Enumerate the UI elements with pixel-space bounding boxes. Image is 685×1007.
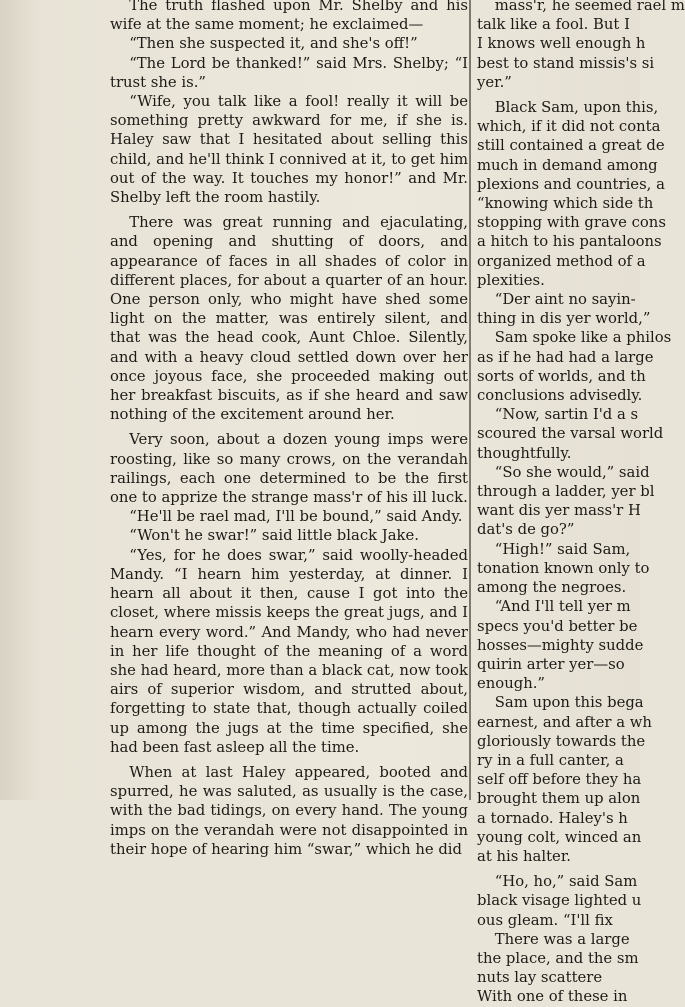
text-line: plexities. xyxy=(477,271,545,289)
text-line: a hitch to his pantaloons xyxy=(477,233,662,251)
left-column xyxy=(110,0,468,858)
text-line: self off before they ha xyxy=(477,771,642,789)
paragraph: “Won't he swar!” said little black Jake. xyxy=(129,527,419,545)
text-line: young colt, winced an xyxy=(477,828,642,846)
paragraph xyxy=(477,463,655,540)
text-line: still contained a great de xyxy=(477,137,665,155)
paragraph xyxy=(477,930,652,1007)
paragraph: “Yes, for he does swar,” said woolly-headed Mandy. “I hearn him yesterday, at dinner. I hearn all about it then, cause I got into the closet, where missis keeps the great jugs, and I hearn every word.” And Mandy, who had never in her life thought of the meaning of a word she had heard, more than a black cat, now took airs of superior wisdom, and strutted about, forgetting to state that, though actually coiled up among the jugs at the time specified, she had been fast asleep all the time. xyxy=(110,546,468,756)
text-line: earnest, and after a wh xyxy=(477,713,652,731)
paragraph: “He'll be rael mad, I'll be bound,” said Andy. xyxy=(129,508,463,526)
text-line: “knowing which side th xyxy=(477,195,654,213)
text-line: “So she would,” said xyxy=(494,463,650,481)
text-line: as if he had had a large xyxy=(477,348,654,366)
paragraph xyxy=(477,597,652,693)
text-line: With one of these in xyxy=(477,988,628,1006)
text-line: scoured the varsal world xyxy=(477,425,664,443)
paragraph xyxy=(477,540,652,598)
text-line: best to stand missis's si xyxy=(477,54,655,72)
text-line: quirin arter yer—so xyxy=(477,655,625,673)
text-line: through a ladder, yer bl xyxy=(477,483,655,501)
text-line: specs you'd better be xyxy=(477,617,638,635)
text-line: hosses—mighty sudde xyxy=(477,636,644,654)
paragraph: “Then she suspected it, and she's off!” xyxy=(129,35,418,53)
text-line: There was a large xyxy=(494,930,630,948)
text-line: ry in a full canter, a xyxy=(477,751,624,769)
text-line: gloriously towards the xyxy=(477,732,646,750)
text-line: nuts lay scattere xyxy=(477,969,603,987)
text-line: organized method of a xyxy=(477,252,646,270)
paragraph xyxy=(477,98,666,290)
text-line: I knows well enough h xyxy=(477,35,646,53)
column-rule xyxy=(469,0,471,800)
text-line: talk like a fool. But I xyxy=(477,16,630,34)
text-line: yer.” xyxy=(477,73,512,91)
paragraph xyxy=(477,328,672,405)
text-line: among the negroes. xyxy=(477,579,627,597)
paragraph: “The Lord be thanked!” said Mrs. Shelby; “I trust she is.” xyxy=(110,54,468,91)
paragraph: Very soon, about a dozen young imps were roosting, like so many crows, on the verandah railings, each one determined to be the first one to apprize the strange mass'r of his ill luck. xyxy=(110,431,468,507)
paragraph xyxy=(477,693,652,866)
text-line: a tornado. Haley's h xyxy=(477,809,628,827)
paragraph xyxy=(477,872,652,930)
text-line: want dis yer mass'r H xyxy=(477,502,641,520)
text-line: Black Sam, upon this, xyxy=(494,99,659,117)
text-line: at his halter. xyxy=(477,847,571,865)
text-line: the place, and the sm xyxy=(477,949,639,967)
text-line: thoughtfully. xyxy=(477,444,572,462)
text-line: “Der aint no sayin- xyxy=(494,291,636,309)
paragraph: There was great running and ejaculating, and opening and shutting of doors, and appearance of faces in all shades of color in different places, for about a quarter of an hour. One person only, who might have shed some light on the matter, was entirely silent, and that was the head cook, Aunt Chloe. Silently, and with a heavy cloud settled down over her once joyous face, she proceeded making out her breakfast biscuits, as if she heard and saw nothing of the excitement around her. xyxy=(110,214,468,424)
text-line: sorts of worlds, and th xyxy=(477,367,646,385)
text-line: mass'r, he seemed rael m xyxy=(494,0,685,14)
text-line: conclusions advisedly. xyxy=(477,387,643,405)
text-line: “And I'll tell yer m xyxy=(494,598,631,616)
paragraph xyxy=(477,0,685,92)
text-line: thing in dis yer world,” xyxy=(477,310,651,328)
text-line: Sam upon this bega xyxy=(494,694,644,712)
text-line: “Now, sartin I'd a s xyxy=(494,406,639,424)
paragraph xyxy=(477,405,664,463)
text-line: tonation known only to xyxy=(477,559,650,577)
text-line: stopping with grave cons xyxy=(477,214,666,232)
paragraph: “Wife, you talk like a fool! really it will be something pretty awkward for me, if she is. Haley saw that I hesitated about selling this child, and he'll think I connived at it, to get him out of the way. It touches my honor!” and Mr. Shelby left the room hastily. xyxy=(110,93,468,207)
text-line: Sam spoke like a philos xyxy=(494,329,672,347)
text-line: black visage lighted u xyxy=(477,892,642,910)
text-line: which, if it did not conta xyxy=(477,118,661,136)
text-line: ous gleam. “I'll fix xyxy=(477,911,613,929)
text-line: plexions and countries, a xyxy=(477,175,665,193)
text-line: much in demand among xyxy=(477,156,658,174)
paragraph xyxy=(477,290,652,328)
text-line: enough.” xyxy=(477,675,545,693)
paragraph: When at last Haley appeared, booted and spurred, he was saluted, as usually is the case, with the bad tidings, on every hand. The young imps on the verandah were not disappointed in their hope of hearing him “swar,” which he did xyxy=(110,763,468,858)
right-column xyxy=(477,0,685,1006)
text-line: “High!” said Sam, xyxy=(494,540,631,558)
text-line: brought them up alon xyxy=(477,790,641,808)
paragraph: The truth flashed upon Mr. Shelby and his wife at the same moment; he exclaimed— xyxy=(110,0,468,34)
text-line: “Ho, ho,” said Sam xyxy=(494,873,638,891)
text-line: dat's de go?” xyxy=(477,521,575,539)
